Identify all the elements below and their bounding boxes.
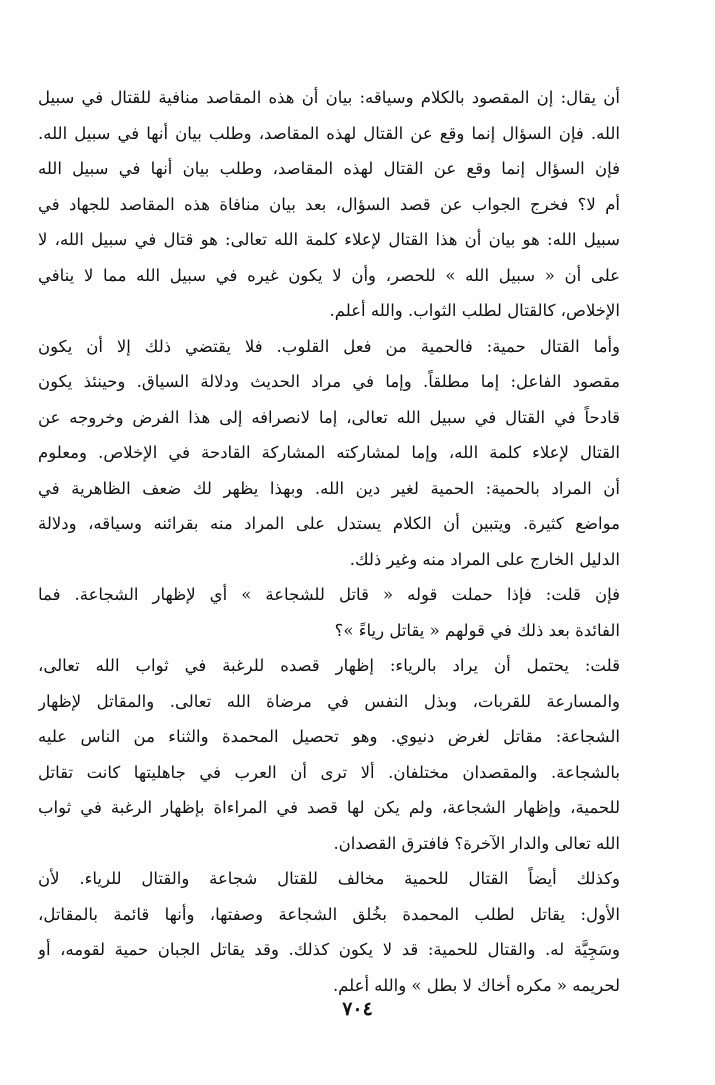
text-line: مواضع كثيرة. ويتبين أن الكلام يستدل على المراد منه بقرائنه وسياقه، ودلالة — [38, 514, 620, 533]
text-line: أن المراد بالحمية: الحمية لغير دين الله. وبهذا يظهر لك ضعف الظاهرية في — [38, 478, 620, 498]
text-line: والمسارعة للقربات، وبذل النفس في مرضاة الله تعالى. والمقاتل لإظهار — [38, 691, 620, 711]
text-line: مقصود الفاعل: إما مطلقاً. وإما في مراد الحديث ودلالة السياق. وحينئذ يكون — [38, 372, 620, 391]
text-line: للحمية، وإظهار الشجاعة، ولم يكن لها قصد في المراءاة بإظهار الرغبة في ثواب — [38, 798, 620, 817]
text-line: الله تعالى والدار الآخرة؟ فافترق القصدان. — [333, 833, 620, 853]
text-line: بالشجاعة. والمقصدان مختلفان. ألا ترى أن العرب في جاهليتها كانت تقاتل — [38, 762, 620, 782]
text-line: وأما القتال حمية: فالحمية من فعل القلوب. فلا يقتضي ذلك إلا أن يكون — [38, 336, 620, 356]
text-line: الله. فإن السؤال إنما وقع عن القتال لهذه المقاصد، وطلب بيان أنها في سبيل الله. — [38, 123, 620, 143]
text-line: لحريمه « مكره أخاك لا بطل » والله أعلم. — [332, 975, 620, 995]
text-line: الفائدة بعد ذلك في قولهم « يقاتل رياءً »؟ — [334, 620, 620, 640]
page-number: ٧٠٤ — [342, 998, 373, 1020]
text-line: القتال لإعلاء كلمة الله، وإما لمشاركته المشاركة القادحة في الإخلاص. ومعلوم — [38, 443, 620, 462]
text-line: سبيل الله: هو بيان أن هذا القتال لإعلاء كلمة الله تعالى: هو قتال في سبيل الله، لا — [38, 230, 620, 249]
text-line: الدليل الخارج على المراد منه وغير ذلك. — [349, 549, 620, 569]
text-line: وسَجِيَّة له. والقتال للحمية: قد لا يكون كذلك. وقد يقاتل الجبان حمية لقومه، أو — [38, 940, 620, 959]
text-line: فإن السؤال إنما وقع عن القتال لهذه المقاصد، وطلب بيان أنها في سبيل الله — [38, 159, 620, 178]
text-line: أم لا؟ فخرج الجواب عن قصد السؤال، بعد بيان منافاة هذه المقاصد للجهاد في — [38, 194, 620, 214]
body-text — [38, 80, 620, 1003]
text-line: الأول: يقاتل لطلب المحمدة بخُلق الشجاعة وصفتها، وأنها قائمة بالمقاتل، — [38, 904, 620, 924]
text-line: أن يقال: إن المقصود بالكلام وسياقه: بيان أن هذه المقاصد منافية للقتال في سبيل — [38, 88, 620, 107]
text-line: وكذلك أيضاً القتال للحمية مخالف للقتال شجاعة والقتال للرياء. لأن — [38, 869, 620, 888]
text-line: الإخلاص، كالقتال لطلب الثواب. والله أعلم. — [329, 301, 620, 320]
text-line: قادحاً في القتال في سبيل الله تعالى، إما لانصرافه إلى هذا الفرض وخروجه عن — [38, 407, 620, 427]
text-line: قلت: يحتمل أن يراد بالرياء: إظهار قصده للرغبة في ثواب الله تعالى، — [38, 656, 620, 675]
text-line: الشجاعة: مقاتل لغرض دنيوي. وهو تحصيل المحمدة والثناء من الناس عليه — [38, 727, 620, 746]
text-line: على أن « سبيل الله » للحصر، وأن لا يكون غيره في سبيل الله مما لا ينافي — [38, 265, 620, 285]
text-line: فإن قلت: فإذا حملت قوله « قاتل للشجاعة » أي لإظهار الشجاعة. فما — [38, 585, 620, 604]
